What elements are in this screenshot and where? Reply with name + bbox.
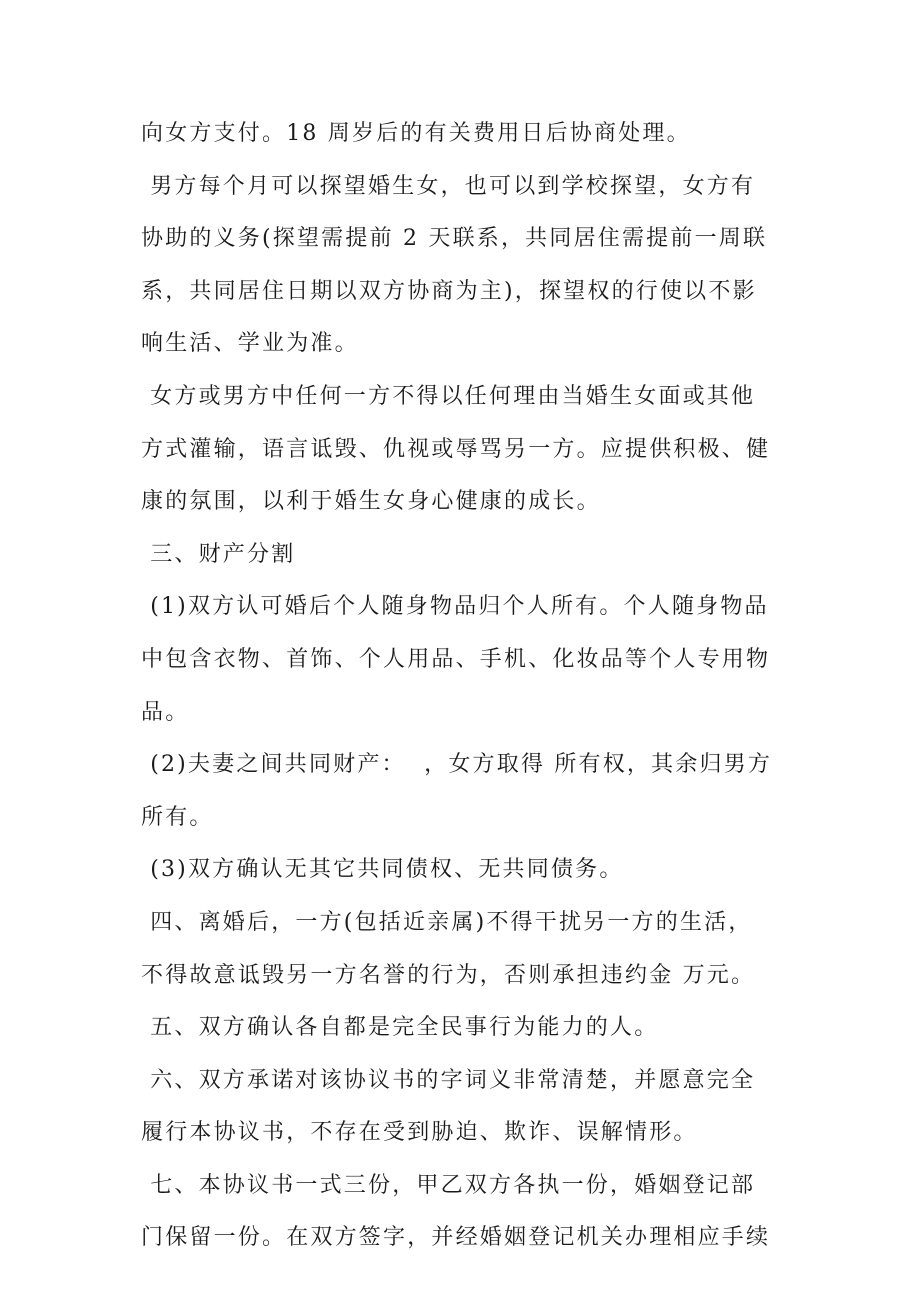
text-line: 四、离婚后，一方(包括近亲属)不得干扰另一方的生活，	[141, 909, 753, 935]
text-line: 向女方支付。18 周岁后的有关费用日后协商处理。	[141, 121, 691, 146]
text-line: 所有。	[141, 804, 214, 830]
text-line: 六、双方承诺对该协议书的字词义非常清楚，并愿意完全	[141, 1067, 756, 1093]
text-line: (1)双方认可婚后个人随身物品归个人所有。个人随身物品	[141, 594, 769, 620]
text-line: 履行本协议书，不存在受到胁迫、欺诈、误解情形。	[141, 1120, 698, 1146]
text-line: 系，共同居住日期以双方协商为主)，探望权的行使以不影	[141, 278, 757, 304]
text-line: 中包含衣物、首饰、个人用品、手机、化妆品等个人专用物	[141, 646, 771, 672]
text-line: (3)双方确认无其它共同债权、无共同债务。	[141, 857, 624, 883]
document-body	[141, 108, 781, 1265]
text-line: 协助的义务(探望需提前 2 天联系，共同居住需提前一周联	[141, 226, 768, 252]
text-line: 门保留一份。在双方签字，并经婚姻登记机关办理相应手续	[141, 1225, 771, 1251]
text-line: 康的氛围，以利于婚生女身心健康的成长。	[141, 489, 601, 515]
text-line: (2)夫妻之间共同财产： ，女方取得 所有权，其余归男方	[141, 752, 773, 778]
text-line: 男方每个月可以探望婚生女，也可以到学校探望，女方有	[141, 173, 756, 199]
text-line: 方式灌输，语言诋毁、仇视或辱骂另一方。应提供积极、健	[141, 436, 771, 462]
text-line: 不得故意诋毁另一方名誉的行为，否则承担违约金 万元。	[141, 962, 756, 988]
section-heading: 三、财产分割	[141, 541, 296, 567]
text-line: 品。	[141, 699, 190, 725]
text-line: 女方或男方中任何一方不得以任何理由当婚生女面或其他	[141, 383, 756, 409]
text-line: 响生活、学业为准。	[141, 331, 359, 357]
text-line: 五、双方确认各自都是完全民事行为能力的人。	[141, 1015, 659, 1041]
text-line: 七、本协议书一式三份，甲乙双方各执一份，婚姻登记部	[141, 1172, 756, 1198]
